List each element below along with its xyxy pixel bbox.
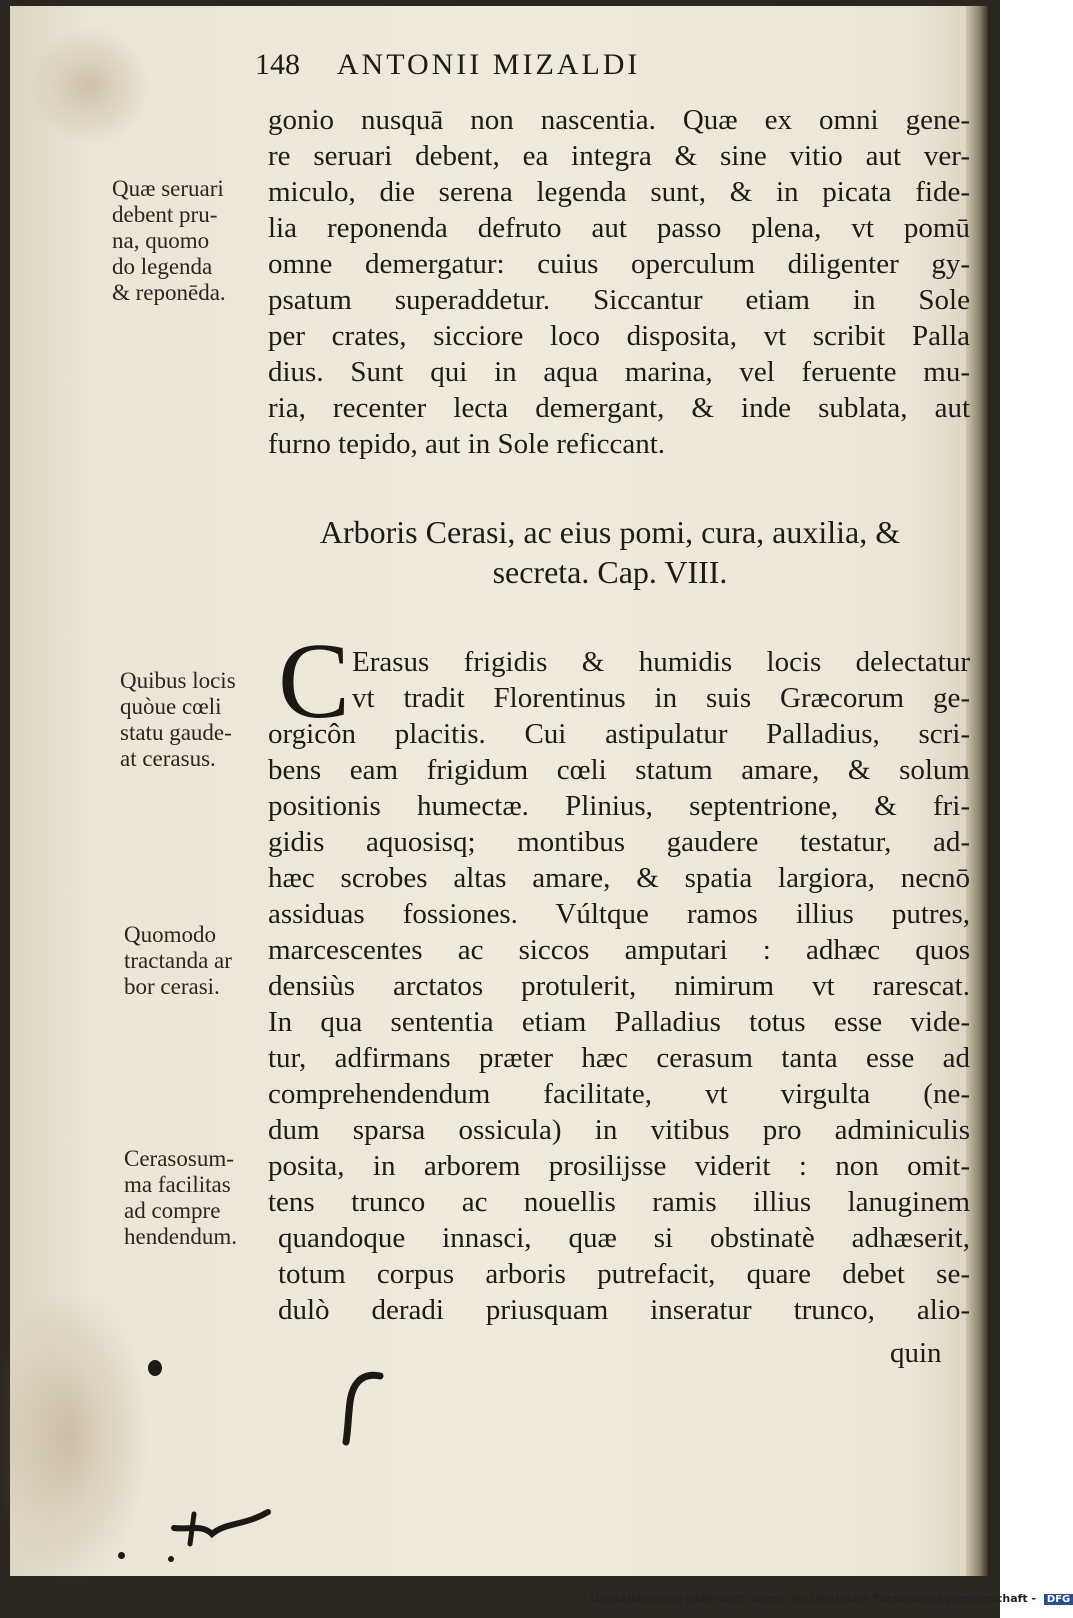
- margin-note: [124, 1146, 272, 1250]
- body-line: dum sparsa ossicula) in vitibus pro adminiculis: [268, 1114, 970, 1146]
- body-line: psatum superaddetur. Siccantur etiam in Sole: [268, 284, 970, 316]
- body-line: ria, recenter lecta demergant, & inde sublata, aut: [268, 392, 970, 424]
- body-line: positionis humectæ. Plinius, septentrione, & fri-: [268, 790, 970, 822]
- margin-note-line: bor cerasi.: [124, 974, 220, 999]
- dfg-logo: DFG: [1044, 1594, 1073, 1605]
- page-stain: [30, 26, 150, 146]
- ink-stroke-mark: [168, 1500, 278, 1550]
- body-line: tens trunco ac nouellis ramis illius lanuginem: [268, 1186, 970, 1218]
- margin-note: [124, 922, 272, 1000]
- catchword: quin: [890, 1337, 942, 1369]
- body-line: quandoque innasci, quæ si obstinatè adhæserit,: [278, 1222, 970, 1254]
- margin-note: [112, 176, 260, 306]
- body-line: furno tepido, aut in Sole reficcant.: [268, 428, 666, 460]
- body-line: hæc scrobes altas amare, & spatia largiora, necnō: [268, 862, 970, 894]
- margin-note-line: statu gaude-: [120, 720, 232, 745]
- running-head: [255, 48, 875, 82]
- body-line: miculo, die serena legenda sunt, & in picata fide-: [268, 176, 970, 208]
- body-line: gonio nusquā non nascentia. Quæ ex omni gene-: [268, 104, 970, 136]
- body-line: omne demergatur: cuius operculum diligenter gy-: [268, 248, 970, 280]
- chapter-title-line: secreta. Cap. VIII.: [492, 554, 728, 590]
- body-line: dulò deradi priusquam inseratur trunco, alio-: [278, 1294, 970, 1326]
- chapter-title: [280, 512, 940, 592]
- ink-stroke-mark: [330, 1368, 390, 1448]
- running-title: ANTONII MIZALDI: [336, 48, 641, 81]
- margin-note-line: ma facilitas: [124, 1172, 231, 1197]
- footer-text: Digitalisierung gefördert durch die Deutsche Forschungsgemeinschaft -: [590, 1592, 1037, 1605]
- ink-blot: [148, 1360, 162, 1376]
- body-line: tur, adfirmans præter hæc cerasum tanta esse ad: [268, 1042, 970, 1074]
- margin-note-line: hendendum.: [124, 1224, 238, 1249]
- body-line: Erasus frigidis & humidis locis delectatur: [352, 646, 970, 678]
- margin-note-line: Cerasosum-: [124, 1146, 234, 1171]
- ink-blot: [118, 1552, 125, 1559]
- margin-note-line: ad compre: [124, 1198, 221, 1223]
- body-line: posita, in arborem prosilijsse viderit : non omit-: [268, 1150, 970, 1182]
- body-line: densiùs arctatos protulerit, nimirum vt rarescat.: [268, 970, 970, 1002]
- margin-note-line: Quibus locis: [120, 668, 236, 693]
- margin-note-line: debent pru-: [112, 202, 218, 227]
- body-line: marcescentes ac siccos amputari : adhæc quos: [268, 934, 970, 966]
- margin-note-line: at cerasus.: [120, 746, 216, 771]
- drop-cap-initial: C: [278, 622, 351, 741]
- body-line: orgicôn placitis. Cui astipulatur Palladius, scri-: [268, 718, 970, 750]
- page-stain: [0, 1286, 150, 1586]
- body-line: per crates, sicciore loco disposita, vt scribit Palla: [268, 320, 970, 352]
- margin-note-line: na, quomo: [112, 228, 210, 253]
- margin-note-line: & reponēda.: [112, 280, 226, 305]
- body-line: vt tradit Florentinus in suis Græcorum ge-: [352, 682, 970, 714]
- ink-blot: [168, 1556, 174, 1562]
- margin-note: [120, 668, 268, 772]
- body-line: lia reponenda defruto aut passo plena, vt pomū: [268, 212, 970, 244]
- margin-note-line: Quæ seruari: [112, 176, 224, 201]
- chapter-title-line: Arboris Cerasi, ac eius pomi, cura, auxilia, &: [319, 514, 901, 550]
- body-line: totum corpus arboris putrefacit, quare debet se-: [278, 1258, 970, 1290]
- body-line: bens eam frigidum cœli statum amare, & solum: [268, 754, 970, 786]
- margin-note-line: quòue cœli: [120, 694, 222, 719]
- margin-note-line: do legenda: [112, 254, 213, 279]
- page-number: 148: [255, 48, 300, 81]
- margin-note-line: tractanda ar: [124, 948, 232, 973]
- body-line: dius. Sunt qui in aqua marina, vel feruente mu-: [268, 356, 970, 388]
- digitization-footer: [590, 1592, 1073, 1605]
- body-line: comprehendendum facilitate, vt virgulta (ne-: [268, 1078, 970, 1110]
- body-line: re seruari debent, ea integra & sine vitio aut ver-: [268, 140, 970, 172]
- body-line: In qua sententia etiam Palladius totus esse vide-: [268, 1006, 970, 1038]
- body-line: assiduas fossiones. Vúltque ramos illius putres,: [268, 898, 970, 930]
- margin-note-line: Quomodo: [124, 922, 216, 947]
- body-line: gidis aquosisq; montibus gaudere testatur, ad-: [268, 826, 970, 858]
